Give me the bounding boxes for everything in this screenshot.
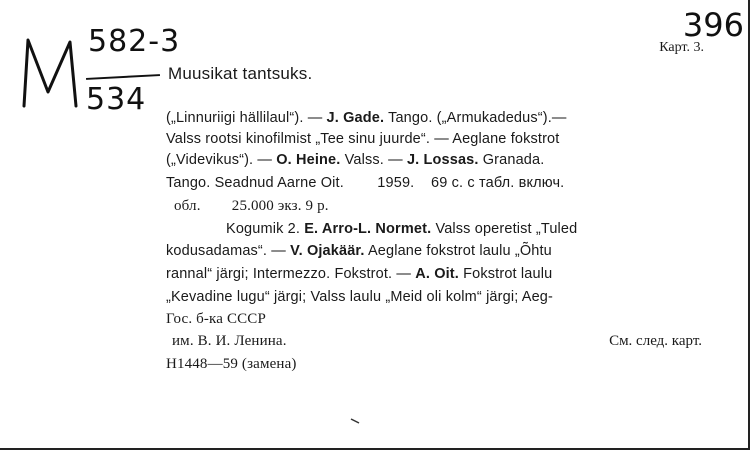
text-span: Granada. bbox=[478, 152, 545, 168]
handwritten-card-number: 396 bbox=[682, 6, 744, 44]
text-span: Tango. („Armukadedus“).— bbox=[384, 110, 567, 126]
text-span: Kogumik 2. bbox=[226, 221, 305, 237]
body-line-3 bbox=[166, 152, 544, 168]
composer-name: A. Oit. bbox=[415, 266, 459, 282]
see-next-card: См. след. карт. bbox=[609, 333, 702, 349]
library-line-1: Гос. б-ка СССР bbox=[166, 311, 266, 327]
entry-title: Muusikat tantsuks. bbox=[168, 64, 313, 83]
text-span: („Linnuriigi hällilaul“). — bbox=[166, 110, 327, 126]
text-span: Valss operetist „Tuled bbox=[431, 221, 578, 237]
call-number-divider bbox=[86, 74, 160, 80]
body-line-6 bbox=[226, 221, 577, 237]
library-line-2: им. В. И. Ленина. bbox=[172, 333, 287, 349]
composer-name: J. Lossas. bbox=[406, 152, 479, 168]
composer-name: E. Arro-L. Normet. bbox=[304, 221, 432, 237]
handwritten-call-number-bottom: 534 bbox=[86, 82, 147, 117]
text-span: Aeglane fokstrot laulu „Õhtu bbox=[364, 243, 552, 259]
body-line-9: „Kevadine lugu“ järgi; Valss laulu „Meid oli kolm“ järgi; Aeg- bbox=[166, 289, 554, 305]
body-line-1 bbox=[166, 110, 567, 126]
text-span: kodusadamas“. — bbox=[166, 243, 291, 259]
composer-name: V. Ojakäär. bbox=[290, 243, 365, 259]
text-span: Fokstrot laulu bbox=[458, 266, 553, 282]
body-line-4: Tango. Seadnud Aarne Oit. 1959. 69 с. с табл. включ. bbox=[166, 175, 565, 191]
text-span: rannal“ järgi; Intermezzo. Fokstrot. — bbox=[166, 266, 416, 282]
handwritten-m-mark bbox=[18, 34, 84, 110]
composer-name: J. Gade. bbox=[326, 110, 385, 126]
text-span: Valss. — bbox=[340, 152, 407, 168]
body-line-5: обл. 25.000 экз. 9 р. bbox=[174, 198, 329, 214]
body-line-8 bbox=[166, 266, 552, 282]
card-sequence-label: Карт. 3. bbox=[659, 40, 704, 55]
composer-name: O. Heine. bbox=[276, 152, 341, 168]
body-line-7 bbox=[166, 243, 552, 259]
handwritten-call-number-top: 582-3 bbox=[88, 24, 181, 59]
order-code: Н1448—59 (замена) bbox=[166, 356, 297, 372]
text-span: („Videvikus“). — bbox=[166, 152, 277, 168]
pencil-tick-mark bbox=[350, 418, 360, 424]
body-line-2: Valss rootsi kinofilmist „Tee sinu juurde“. — Aeglane fokstrot bbox=[166, 131, 560, 147]
